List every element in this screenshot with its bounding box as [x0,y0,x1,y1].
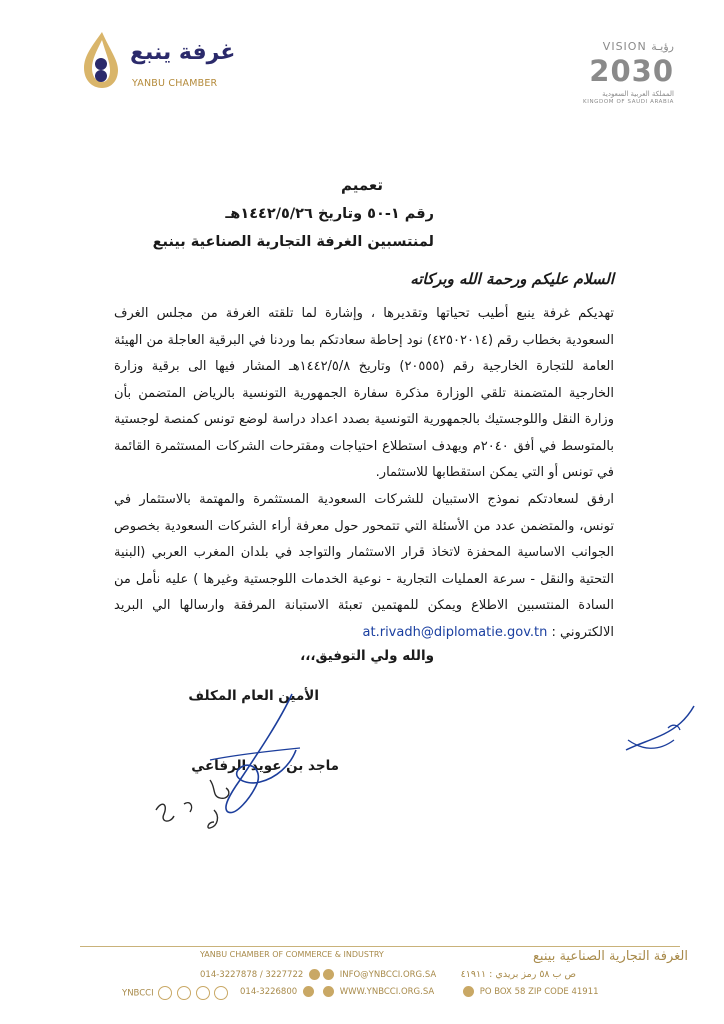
email-icon [323,969,334,980]
mailbox-icon [463,986,474,997]
footer-phone-primary-text: 014-3227878 / 3227722 [200,970,304,980]
footer-chamber-name-english: YANBU CHAMBER OF COMMERCE & INDUSTRY [200,950,384,959]
greeting: السلام عليكم ورحمة الله وبركاته [410,270,614,288]
signature-title: الأمين العام المكلف [188,688,319,704]
vision-label: VISION رؤيـة [602,40,674,53]
footer-phone-secondary [240,986,317,997]
body-paragraph-1: تهديكم غرفة ينبع أطيب تحياتها وتقديرها ، وإشارة لما تلقته الغرفة من مجلس الغرف السعودية بخطاب رقم (٤٢٥٠٢٠١٤) نود إحاطة سعادتكم بما وردنا في البرقية العاجلة من الهيئة العامة للتجارة الخارجية رقم (٢٠٥٥٥) وتاريخ ١٤٤٢/٥/٨هـ المشار فيها الى برقية وزارة الخارجية المتضمنة تلقي الوزارة مذكرة سفارة الجمهورية التونسية بالرياض المتضمن بأن وزارة النقل واللوجستيك بالجمهورية التونسية بصدد اعداد دراسة لوضع تونس كمنصة لوجستية بالمتوسط في أفق ٢٠٤٠م ويهدف استطلاع احتياجات ومقترحات الشركات المستثمرة القائمة في تونس أو التي يمكن استقطابها للاستثمار. [114,306,614,480]
social-handle[interactable]: YNBCCI [122,988,154,999]
logo-arabic-name: غرفة ينبع [130,40,236,65]
vision-subtitle-english: KINGDOM OF SAUDI ARABIA [583,99,674,105]
reference-number-date: رقم ١-٥٠ وتاريخ ١٤٤٢/٥/٢٦هـ [225,206,434,222]
footer-po-box-arabic: ص ب ٥٨ رمز بريدي : ٤١٩١١ [460,969,576,980]
footer-website-text[interactable]: WWW.YNBCCI.ORG.SA [339,987,435,997]
yanbu-chamber-logo [78,30,238,98]
margin-signature-icon [618,700,698,760]
youtube-icon[interactable] [214,986,228,1000]
footer-social [122,986,228,1000]
circular-heading: تعميم [340,176,384,194]
footer-phone-primary [200,969,323,980]
instagram-icon[interactable] [196,986,210,1000]
footer-email-text[interactable]: INFO@YNBCCI.ORG.SA [339,970,437,980]
vision-subtitle-arabic: المملكة العربية السعودية [602,90,674,98]
vision-2030-logo [574,40,674,108]
logo-english-name: YANBU CHAMBER [132,78,218,89]
footer-po-box-english-text: PO BOX 58 ZIP CODE 41911 [479,987,599,997]
footer-website [320,986,434,997]
facebook-icon[interactable] [158,986,172,1000]
twitter-icon[interactable] [177,986,191,1000]
fax-icon [303,986,314,997]
body-paragraph-2-text: ارفق لسعادتكم نموذج الاستبيان للشركات السعودية المستثمرة والمهتمة بالاستثمار في تونس، والمتضمن عدد من الأسئلة التي تتمحور حول معرفة أراء الشركات السعودية بخصوص الجوانب الاساسية المحفزة لاتخاذ قرار الاستثمار والتواجد في بلدان المغرب العربي (البنية التحتية والنقل - سرعة العمليات التجارية - نوعية الخدمات اللوجستية وغيرها ) عليه نأمل من السادة المنتسبين الاطلاع ويمكن للمهتمين تعبئة الاستبانة المرفقة وارسالها الي البريد الالكتروني : [114,492,614,640]
phone-icon [309,969,320,980]
footer-po-box-english [460,986,599,997]
signature-name: ماجد بن عويد الرفاعي [191,758,339,774]
handwritten-initials-icon [150,770,240,840]
footer-email [320,969,436,980]
globe-icon [323,986,334,997]
footer-phone-secondary-text: 014-3226800 [240,987,298,997]
embassy-email-link[interactable]: at.rivadh@diplomatie.gov.tn [362,624,548,640]
addressee: لمنتسبين الغرفة التجارية الصناعية بينبع [152,234,434,250]
vision-year: 2030 [589,54,674,88]
yanbu-drop-logo-icon [78,30,124,92]
closing-line: والله ولي التوفيق،،، [300,648,434,664]
footer-divider [80,946,680,947]
footer-chamber-name-arabic: الغرفة التجارية الصناعية بينبع [533,949,688,964]
body-paragraph-2 [114,487,614,646]
